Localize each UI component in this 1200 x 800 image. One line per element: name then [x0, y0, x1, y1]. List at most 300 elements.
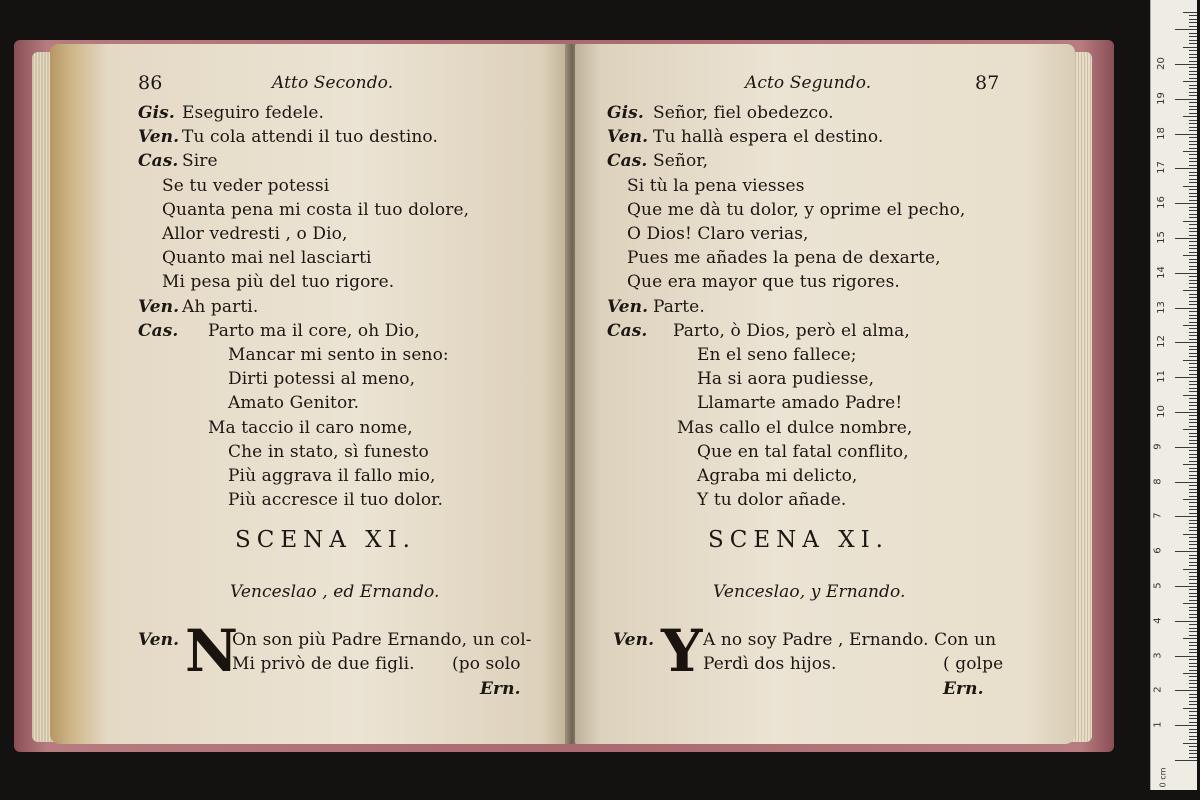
ruler-tick: [1189, 200, 1197, 201]
ruler-tick: [1183, 395, 1197, 396]
ruler-tick: [1189, 144, 1197, 145]
ruler-tick: [1189, 652, 1197, 653]
ruler-tick: [1175, 447, 1197, 448]
left-dialogue-line: Amato Genitor.: [228, 393, 360, 414]
ruler-tick: [1189, 43, 1197, 44]
ruler-tick: [1189, 175, 1197, 176]
ruler-tick: [1189, 753, 1197, 754]
ruler-tick: [1183, 638, 1197, 639]
ruler-tick: [1189, 311, 1197, 312]
ruler-number: 10: [1155, 405, 1167, 418]
ruler-tick: [1189, 294, 1197, 295]
ruler-tick: [1183, 360, 1197, 361]
ruler-tick: [1189, 346, 1197, 347]
ruler-tick: [1189, 228, 1197, 229]
ruler-tick: [1189, 248, 1197, 249]
ruler-tick: [1189, 33, 1197, 34]
left-speaker-label: Cas.: [138, 320, 179, 341]
right-speaker-label: Ven.: [607, 296, 649, 317]
ruler-tick: [1189, 572, 1197, 573]
ruler-tick: [1175, 134, 1197, 135]
ruler-tick: [1183, 569, 1197, 570]
ruler-tick: [1183, 743, 1197, 744]
ruler-tick: [1189, 102, 1197, 103]
ruler-tick: [1189, 687, 1197, 688]
ruler-tick: [1189, 457, 1197, 458]
ruler-tick: [1175, 99, 1197, 100]
ruler-tick: [1189, 367, 1197, 368]
ruler-tick: [1183, 116, 1197, 117]
ruler-tick: [1189, 496, 1197, 497]
ruler-tick: [1189, 624, 1197, 625]
ruler-tick: [1189, 196, 1197, 197]
ruler-tick: [1189, 67, 1197, 68]
ruler-tick: [1189, 485, 1197, 486]
right-dialogue-line: Llamarte amado Padre!: [697, 393, 903, 414]
left-drop-cap: N: [185, 617, 239, 685]
ruler-tick: [1189, 607, 1197, 608]
ruler-tick: [1183, 325, 1197, 326]
ruler-tick: [1175, 586, 1197, 587]
ruler-tick: [1189, 694, 1197, 695]
ruler-tick: [1175, 273, 1197, 274]
left-page-number: 86: [138, 72, 163, 94]
ruler-tick: [1183, 534, 1197, 535]
ruler-tick: [1183, 290, 1197, 291]
ruler-tick: [1183, 47, 1197, 48]
left-final-speaker: Ven.: [138, 630, 180, 650]
right-dialogue-line: Si tù la pena viesses: [627, 175, 805, 196]
left-speaker-label: Ven.: [138, 127, 180, 148]
right-dialogue-line: Parte.: [653, 296, 705, 317]
ruler-tick: [1189, 287, 1197, 288]
ruler-tick: [1189, 631, 1197, 632]
right-final-line-3: ( golpe: [943, 654, 1004, 674]
ruler-tick: [1189, 509, 1197, 510]
left-dialogue-line: Sire: [182, 151, 218, 172]
ruler-tick: [1189, 468, 1197, 469]
ruler-number: 18: [1155, 126, 1167, 140]
ruler-number: 6: [1152, 547, 1164, 554]
ruler-tick: [1189, 235, 1197, 236]
ruler-tick: [1189, 95, 1197, 96]
right-catchword: Ern.: [943, 679, 984, 699]
ruler-tick: [1189, 415, 1197, 416]
ruler-tick: [1189, 562, 1197, 563]
ruler-tick: [1175, 551, 1197, 552]
ruler-tick: [1189, 374, 1197, 375]
right-dialogue-line: O Dios! Claro verias,: [627, 224, 809, 244]
ruler-tick: [1189, 610, 1197, 611]
ruler-tick: [1175, 516, 1197, 517]
ruler-tick: [1183, 464, 1197, 465]
left-final-line-1: On son più Padre Ernando, un col-: [232, 630, 532, 650]
ruler-tick: [1189, 349, 1197, 350]
ruler-tick: [1189, 593, 1197, 594]
ruler-tick: [1189, 57, 1197, 58]
ruler-number: 8: [1152, 477, 1164, 485]
ruler-tick: [1189, 697, 1197, 698]
left-speaker-label: Ven.: [138, 296, 180, 317]
ruler-number: 15: [1155, 231, 1167, 244]
ruler-tick: [1189, 443, 1197, 444]
ruler-tick: [1189, 530, 1197, 531]
ruler-number: 1: [1152, 721, 1164, 728]
right-page-number: 87: [975, 72, 1000, 94]
right-dialogue-line: Y tu dolor añade.: [697, 490, 847, 511]
ruler-tick: [1189, 506, 1197, 507]
ruler-tick: [1189, 130, 1197, 131]
ruler-tick: [1189, 15, 1197, 16]
ruler-tick: [1189, 315, 1197, 316]
ruler-tick: [1175, 690, 1197, 691]
ruler-tick: [1183, 12, 1197, 13]
ruler-tick: [1183, 151, 1197, 152]
ruler-tick: [1189, 666, 1197, 667]
ruler-tick: [1189, 489, 1197, 490]
left-dialogue-line: Mi pesa più del tuo rigore.: [162, 272, 395, 293]
ruler-unit-label: 0 cm: [1158, 767, 1168, 788]
ruler-tick: [1189, 328, 1197, 329]
right-dialogue-line: Agraba mi delicto,: [697, 466, 858, 486]
ruler-number: 13: [1155, 300, 1167, 314]
left-running-head: Atto Secondo.: [272, 73, 394, 93]
ruler-tick: [1189, 182, 1197, 183]
ruler-tick: [1189, 318, 1197, 319]
right-final-line-1: A no soy Padre , Ernando. Con un: [703, 630, 997, 650]
ruler-tick: [1189, 523, 1197, 524]
ruler-tick: [1189, 475, 1197, 476]
ruler-tick: [1189, 252, 1197, 253]
left-dialogue-line: Quanta pena mi costa il tuo dolore,: [162, 199, 470, 220]
right-page: [575, 44, 1075, 744]
ruler-number: 4: [1152, 617, 1164, 624]
ruler-tick: [1189, 370, 1197, 371]
ruler-tick: [1189, 92, 1197, 93]
right-speaker-label: Ven.: [607, 127, 649, 148]
ruler-tick: [1175, 342, 1197, 343]
right-scene-heading: SCENA XI.: [708, 527, 889, 553]
ruler-tick: [1189, 544, 1197, 545]
ruler-tick: [1189, 165, 1197, 166]
ruler-tick: [1189, 61, 1197, 62]
right-running-head: Acto Segundo.: [745, 73, 872, 93]
left-dialogue-line: Parto ma il core, oh Dio,: [208, 320, 420, 341]
ruler-tick: [1189, 207, 1197, 208]
right-dialogue-line: Ha si aora pudiesse,: [697, 369, 875, 390]
ruler-tick: [1189, 19, 1197, 20]
ruler-tick: [1189, 148, 1197, 149]
ruler-tick: [1183, 255, 1197, 256]
ruler-tick: [1189, 402, 1197, 403]
ruler-tick: [1189, 54, 1197, 55]
left-dialogue-line: Ma taccio il caro nome,: [208, 417, 413, 438]
ruler-tick: [1189, 78, 1197, 79]
ruler-tick: [1189, 729, 1197, 730]
ruler-tick: [1189, 617, 1197, 618]
ruler-tick: [1189, 26, 1197, 27]
ruler-tick: [1189, 663, 1197, 664]
ruler-tick: [1189, 123, 1197, 124]
ruler-tick: [1189, 576, 1197, 577]
ruler-tick: [1189, 732, 1197, 733]
ruler-tick: [1175, 308, 1197, 309]
ruler-tick: [1189, 259, 1197, 260]
ruler-tick: [1189, 158, 1197, 159]
ruler-tick: [1189, 283, 1197, 284]
ruler-tick: [1189, 628, 1197, 629]
right-scene-persons: Venceslao, y Ernando.: [713, 582, 906, 602]
right-dialogue-line: Tu hallà espera el destino.: [653, 127, 884, 148]
ruler-tick: [1189, 106, 1197, 107]
ruler-tick: [1189, 520, 1197, 521]
ruler-tick: [1189, 36, 1197, 37]
ruler-tick: [1175, 621, 1197, 622]
left-page: [50, 44, 568, 744]
ruler-tick: [1189, 659, 1197, 660]
ruler-tick: [1189, 405, 1197, 406]
ruler-tick: [1189, 450, 1197, 451]
ruler-tick: [1189, 600, 1197, 601]
ruler-tick: [1189, 74, 1197, 75]
ruler-tick: [1189, 88, 1197, 89]
ruler-tick: [1189, 388, 1197, 389]
ruler-tick: [1189, 461, 1197, 462]
ruler-tick: [1189, 649, 1197, 650]
right-dialogue-line: Señor,: [653, 151, 709, 172]
ruler-tick: [1189, 214, 1197, 215]
ruler-number: 2: [1152, 686, 1164, 694]
ruler-tick: [1189, 426, 1197, 427]
right-speaker-label: Cas.: [607, 320, 648, 341]
ruler-tick: [1189, 245, 1197, 246]
ruler-number: 16: [1155, 196, 1167, 210]
ruler-tick: [1189, 297, 1197, 298]
ruler-tick: [1189, 471, 1197, 472]
ruler-tick: [1189, 565, 1197, 566]
ruler-tick: [1189, 454, 1197, 455]
left-dialogue-line: Ah parti.: [182, 296, 259, 317]
ruler-tick: [1189, 683, 1197, 684]
ruler-tick: [1189, 670, 1197, 671]
ruler-tick: [1189, 757, 1197, 758]
ruler-tick: [1189, 409, 1197, 410]
left-dialogue-line: Che in stato, sì funesto: [228, 441, 429, 462]
ruler-tick: [1189, 179, 1197, 180]
ruler-tick: [1175, 377, 1197, 378]
left-final-line-3: (po solo: [452, 654, 521, 674]
ruler-tick: [1189, 583, 1197, 584]
ruler-tick: [1189, 555, 1197, 556]
ruler-tick: [1189, 154, 1197, 155]
ruler-tick: [1189, 381, 1197, 382]
ruler-tick: [1189, 558, 1197, 559]
left-dialogue-line: Quanto mai nel lasciarti: [162, 248, 372, 269]
left-dialogue-line: Mancar mi sento in seno:: [228, 345, 449, 365]
ruler-tick: [1189, 384, 1197, 385]
ruler-tick: [1189, 596, 1197, 597]
ruler-tick: [1189, 739, 1197, 740]
ruler-tick: [1189, 137, 1197, 138]
measurement-ruler: [1150, 0, 1197, 790]
ruler-tick: [1189, 736, 1197, 737]
right-dialogue-line: Pues me añades la pena de dexarte,: [627, 248, 941, 269]
ruler-tick: [1189, 436, 1197, 437]
ruler-tick: [1189, 589, 1197, 590]
ruler-tick: [1175, 412, 1197, 413]
ruler-tick: [1175, 238, 1197, 239]
ruler-tick: [1183, 81, 1197, 82]
ruler-tick: [1175, 725, 1197, 726]
left-dialogue-line: Tu cola attendi il tuo destino.: [182, 127, 438, 148]
ruler-tick: [1189, 304, 1197, 305]
ruler-number: 19: [1155, 91, 1167, 105]
ruler-tick: [1189, 332, 1197, 333]
ruler-number: 14: [1155, 265, 1167, 279]
ruler-tick: [1189, 266, 1197, 267]
ruler-tick: [1189, 579, 1197, 580]
ruler-tick: [1175, 760, 1197, 761]
ruler-number: 11: [1155, 370, 1167, 384]
ruler-tick: [1189, 189, 1197, 190]
ruler-tick: [1189, 276, 1197, 277]
right-dialogue-line: En el seno fallece;: [697, 345, 857, 365]
right-final-line-2: Perdì dos hijos.: [703, 654, 837, 674]
right-drop-cap: Y: [661, 617, 703, 685]
ruler-tick: [1189, 715, 1197, 716]
ruler-tick: [1175, 29, 1197, 30]
ruler-tick: [1189, 224, 1197, 225]
ruler-tick: [1189, 231, 1197, 232]
ruler-tick: [1189, 711, 1197, 712]
ruler-tick: [1189, 433, 1197, 434]
ruler-tick: [1189, 356, 1197, 357]
ruler-tick: [1189, 645, 1197, 646]
ruler-tick: [1189, 704, 1197, 705]
ruler-tick: [1189, 217, 1197, 218]
ruler-tick: [1183, 221, 1197, 222]
ruler-tick: [1189, 513, 1197, 514]
ruler-tick: [1183, 186, 1197, 187]
ruler-tick: [1189, 50, 1197, 51]
ruler-number: 17: [1155, 161, 1167, 175]
ruler-tick: [1183, 708, 1197, 709]
right-final-speaker: Ven.: [613, 630, 655, 650]
ruler-tick: [1175, 168, 1197, 169]
ruler-tick: [1189, 127, 1197, 128]
ruler-tick: [1183, 429, 1197, 430]
ruler-tick: [1189, 718, 1197, 719]
right-dialogue-line: Que me dà tu dolor, y oprime el pecho,: [627, 199, 966, 220]
ruler-tick: [1189, 422, 1197, 423]
ruler-tick: [1189, 71, 1197, 72]
ruler-tick: [1189, 635, 1197, 636]
ruler-tick: [1189, 680, 1197, 681]
ruler-number: 9: [1152, 443, 1164, 450]
ruler-tick: [1175, 482, 1197, 483]
left-dialogue-line: Più aggrava il fallo mio,: [228, 466, 436, 486]
ruler-tick: [1189, 262, 1197, 263]
right-dialogue-line: Mas callo el dulce nombre,: [677, 417, 913, 438]
ruler-tick: [1189, 398, 1197, 399]
ruler-number: 5: [1152, 582, 1164, 589]
right-dialogue-line: Señor, fiel obedezco.: [653, 103, 834, 123]
ruler-tick: [1189, 120, 1197, 121]
right-speaker-label: Cas.: [607, 151, 648, 172]
ruler-tick: [1189, 40, 1197, 41]
ruler-number: 20: [1155, 57, 1167, 70]
ruler-tick: [1189, 172, 1197, 173]
ruler-tick: [1189, 113, 1197, 114]
ruler-tick: [1189, 161, 1197, 162]
left-dialogue-line: Eseguiro fedele.: [182, 103, 325, 123]
right-dialogue-line: Parto, ò Dios, però el alma,: [673, 320, 910, 341]
ruler-tick: [1189, 363, 1197, 364]
ruler-number: 7: [1152, 512, 1164, 520]
ruler-tick: [1189, 440, 1197, 441]
ruler-tick: [1189, 548, 1197, 549]
ruler-tick: [1183, 673, 1197, 674]
left-final-line-2: Mi privò de due figli.: [232, 654, 415, 674]
ruler-tick: [1189, 109, 1197, 110]
ruler-tick: [1189, 642, 1197, 643]
ruler-tick: [1175, 64, 1197, 65]
ruler-tick: [1189, 22, 1197, 23]
ruler-tick: [1189, 210, 1197, 211]
ruler-number: 12: [1155, 335, 1167, 349]
right-dialogue-line: Que era mayor que tus rigores.: [627, 272, 900, 293]
left-dialogue-line: Se tu veder potessi: [162, 175, 330, 196]
ruler-tick: [1189, 478, 1197, 479]
ruler-tick: [1189, 676, 1197, 677]
ruler-tick: [1189, 537, 1197, 538]
ruler-tick: [1189, 353, 1197, 354]
ruler-tick: [1189, 85, 1197, 86]
right-dialogue-line: Que en tal fatal conflito,: [697, 441, 909, 462]
ruler-tick: [1189, 419, 1197, 420]
ruler-tick: [1189, 335, 1197, 336]
ruler-tick: [1189, 746, 1197, 747]
ruler-tick: [1189, 722, 1197, 723]
ruler-tick: [1175, 203, 1197, 204]
ruler-tick: [1189, 492, 1197, 493]
left-scene-heading: SCENA XI.: [235, 527, 416, 553]
ruler-tick: [1189, 241, 1197, 242]
left-catchword: Ern.: [480, 679, 521, 699]
ruler-tick: [1189, 339, 1197, 340]
right-speaker-label: Gis.: [607, 103, 644, 123]
ruler-tick: [1189, 141, 1197, 142]
ruler-tick: [1183, 603, 1197, 604]
ruler-tick: [1189, 701, 1197, 702]
ruler-tick: [1189, 527, 1197, 528]
ruler-tick: [1175, 656, 1197, 657]
ruler-tick: [1189, 269, 1197, 270]
left-speaker-label: Cas.: [138, 151, 179, 172]
ruler-tick: [1189, 391, 1197, 392]
ruler-tick: [1189, 322, 1197, 323]
left-dialogue-line: Allor vedresti , o Dio,: [162, 224, 348, 244]
ruler-tick: [1189, 541, 1197, 542]
ruler-tick: [1189, 614, 1197, 615]
left-dialogue-line: Più accresce il tuo dolor.: [228, 490, 444, 511]
ruler-tick: [1189, 280, 1197, 281]
left-scene-persons: Venceslao , ed Ernando.: [230, 582, 440, 602]
left-speaker-label: Gis.: [138, 103, 175, 123]
ruler-tick: [1189, 193, 1197, 194]
ruler-number: 3: [1152, 651, 1164, 659]
left-dialogue-line: Dirti potessi al meno,: [228, 369, 416, 390]
